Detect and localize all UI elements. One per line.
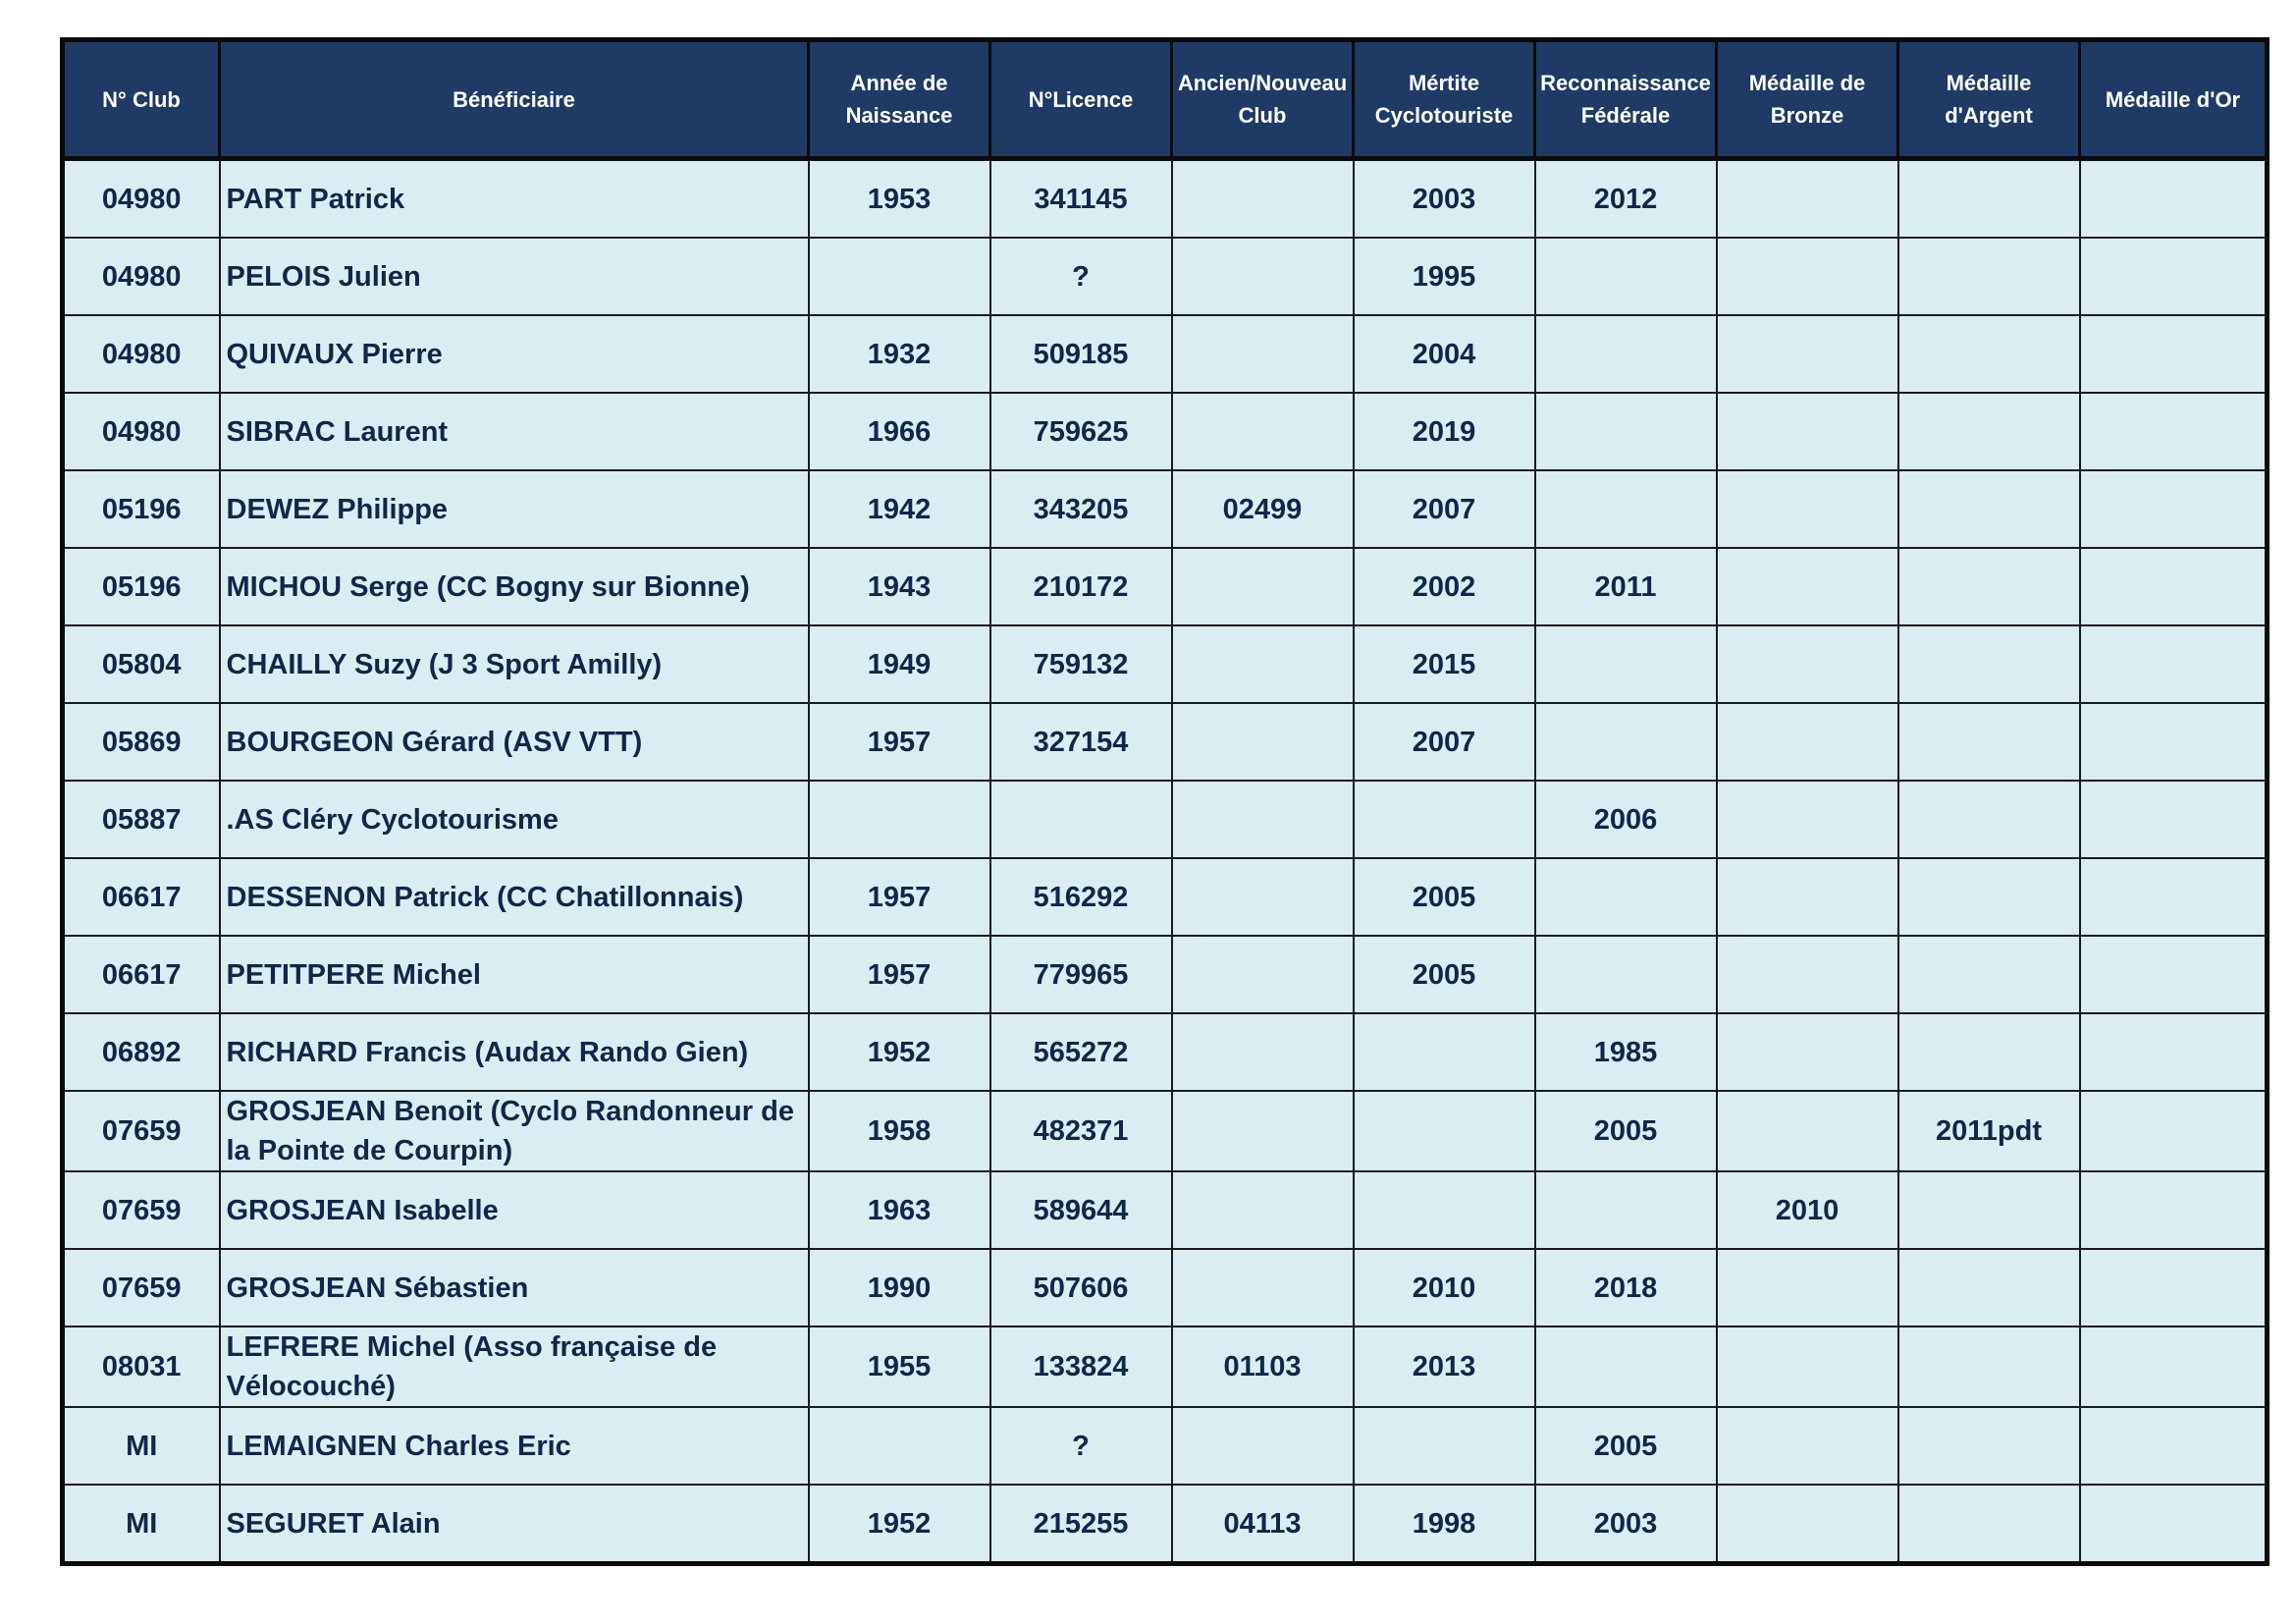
header-beneficiary: Bénéficiaire — [220, 40, 809, 159]
table-row — [63, 625, 2268, 703]
bronze-medal-cell — [1717, 703, 1898, 781]
federal-recognition-cell: 2011 — [1535, 548, 1717, 625]
federal-recognition-cell: 1985 — [1535, 1013, 1717, 1091]
birth-year-cell: 1952 — [809, 1013, 990, 1091]
licence-cell: 516292 — [990, 858, 1172, 936]
cyclotourist-merit-cell: 1998 — [1354, 1485, 1535, 1564]
bronze-medal-cell — [1717, 470, 1898, 548]
gold-medal-cell — [2080, 1013, 2268, 1091]
silver-medal-cell — [1898, 1485, 2080, 1564]
birth-year-cell — [809, 781, 990, 858]
table-row — [63, 1249, 2268, 1326]
club-number-cell: 07659 — [63, 1249, 220, 1326]
bronze-medal-cell — [1717, 1485, 1898, 1564]
table-row — [63, 1013, 2268, 1091]
federal-recognition-cell: 2005 — [1535, 1407, 1717, 1485]
club-number-cell: 04980 — [63, 238, 220, 315]
table-row — [63, 1091, 2268, 1171]
club-number-cell: 06617 — [63, 858, 220, 936]
old-new-club-cell — [1172, 858, 1354, 936]
cyclotourist-merit-cell — [1354, 1091, 1535, 1171]
licence-cell: 779965 — [990, 936, 1172, 1013]
beneficiary-cell: CHAILLY Suzy (J 3 Sport Amilly) — [220, 625, 809, 703]
club-number-cell: 05887 — [63, 781, 220, 858]
bronze-medal-cell — [1717, 1249, 1898, 1326]
cyclotourist-merit-cell: 2019 — [1354, 393, 1535, 470]
licence-cell: 589644 — [990, 1171, 1172, 1249]
old-new-club-cell — [1172, 393, 1354, 470]
cyclotourist-merit-cell: 2007 — [1354, 703, 1535, 781]
silver-medal-cell: 2011pdt — [1898, 1091, 2080, 1171]
birth-year-cell: 1957 — [809, 858, 990, 936]
licence-cell: 509185 — [990, 315, 1172, 393]
bronze-medal-cell — [1717, 781, 1898, 858]
beneficiary-cell: GROSJEAN Benoit (Cyclo Randonneur de la Pointe de Courpin) — [220, 1091, 809, 1171]
table-row — [63, 1485, 2268, 1564]
birth-year-cell: 1953 — [809, 159, 990, 239]
gold-medal-cell — [2080, 703, 2268, 781]
beneficiary-cell: GROSJEAN Sébastien — [220, 1249, 809, 1326]
gold-medal-cell — [2080, 1485, 2268, 1564]
licence-cell: 215255 — [990, 1485, 1172, 1564]
beneficiary-cell: BOURGEON Gérard (ASV VTT) — [220, 703, 809, 781]
birth-year-cell — [809, 238, 990, 315]
gold-medal-cell — [2080, 858, 2268, 936]
club-number-cell: 05804 — [63, 625, 220, 703]
bronze-medal-cell — [1717, 159, 1898, 239]
birth-year-cell: 1963 — [809, 1171, 990, 1249]
header-federal-recognition: Reconnaissance Fédérale — [1535, 40, 1717, 159]
silver-medal-cell — [1898, 781, 2080, 858]
beneficiary-cell: MICHOU Serge (CC Bogny sur Bionne) — [220, 548, 809, 625]
old-new-club-cell: 02499 — [1172, 470, 1354, 548]
old-new-club-cell: 04113 — [1172, 1485, 1354, 1564]
cyclotourist-merit-cell: 1995 — [1354, 238, 1535, 315]
bronze-medal-cell — [1717, 1407, 1898, 1485]
old-new-club-cell — [1172, 238, 1354, 315]
old-new-club-cell — [1172, 703, 1354, 781]
old-new-club-cell — [1172, 1013, 1354, 1091]
gold-medal-cell — [2080, 1326, 2268, 1407]
beneficiary-table — [60, 37, 2269, 1566]
beneficiary-cell: GROSJEAN Isabelle — [220, 1171, 809, 1249]
silver-medal-cell — [1898, 393, 2080, 470]
cyclotourist-merit-cell — [1354, 1171, 1535, 1249]
beneficiary-cell: LEMAIGNEN Charles Eric — [220, 1407, 809, 1485]
licence-cell: ? — [990, 1407, 1172, 1485]
beneficiary-cell: PELOIS Julien — [220, 238, 809, 315]
federal-recognition-cell: 2006 — [1535, 781, 1717, 858]
gold-medal-cell — [2080, 315, 2268, 393]
licence-cell: 759625 — [990, 393, 1172, 470]
silver-medal-cell — [1898, 1326, 2080, 1407]
table-body — [63, 159, 2268, 1564]
header-licence: N°Licence — [990, 40, 1172, 159]
table-row — [63, 548, 2268, 625]
birth-year-cell — [809, 1407, 990, 1485]
table-row — [63, 238, 2268, 315]
birth-year-cell: 1990 — [809, 1249, 990, 1326]
club-number-cell: 05869 — [63, 703, 220, 781]
bronze-medal-cell — [1717, 1091, 1898, 1171]
old-new-club-cell: 01103 — [1172, 1326, 1354, 1407]
birth-year-cell: 1943 — [809, 548, 990, 625]
bronze-medal-cell — [1717, 858, 1898, 936]
club-number-cell: 07659 — [63, 1091, 220, 1171]
silver-medal-cell — [1898, 548, 2080, 625]
bronze-medal-cell: 2010 — [1717, 1171, 1898, 1249]
club-number-cell: 05196 — [63, 548, 220, 625]
spreadsheet-page — [60, 37, 2265, 1566]
silver-medal-cell — [1898, 1013, 2080, 1091]
federal-recognition-cell — [1535, 703, 1717, 781]
cyclotourist-merit-cell: 2010 — [1354, 1249, 1535, 1326]
header-cyclotourist-merit: Mértite Cyclotouriste — [1354, 40, 1535, 159]
table-row — [63, 936, 2268, 1013]
bronze-medal-cell — [1717, 315, 1898, 393]
table-row — [63, 703, 2268, 781]
gold-medal-cell — [2080, 393, 2268, 470]
old-new-club-cell — [1172, 1249, 1354, 1326]
club-number-cell: 06617 — [63, 936, 220, 1013]
licence-cell: 210172 — [990, 548, 1172, 625]
table-row — [63, 470, 2268, 548]
silver-medal-cell — [1898, 858, 2080, 936]
bronze-medal-cell — [1717, 238, 1898, 315]
silver-medal-cell — [1898, 703, 2080, 781]
cyclotourist-merit-cell: 2005 — [1354, 936, 1535, 1013]
old-new-club-cell — [1172, 548, 1354, 625]
table-row — [63, 1326, 2268, 1407]
bronze-medal-cell — [1717, 548, 1898, 625]
beneficiary-cell: DESSENON Patrick (CC Chatillonnais) — [220, 858, 809, 936]
licence-cell: ? — [990, 238, 1172, 315]
club-number-cell: MI — [63, 1485, 220, 1564]
silver-medal-cell — [1898, 1171, 2080, 1249]
birth-year-cell: 1958 — [809, 1091, 990, 1171]
club-number-cell: 07659 — [63, 1171, 220, 1249]
silver-medal-cell — [1898, 238, 2080, 315]
table-row — [63, 159, 2268, 239]
federal-recognition-cell — [1535, 315, 1717, 393]
birth-year-cell: 1957 — [809, 703, 990, 781]
beneficiary-cell: RICHARD Francis (Audax Rando Gien) — [220, 1013, 809, 1091]
licence-cell: 482371 — [990, 1091, 1172, 1171]
licence-cell: 759132 — [990, 625, 1172, 703]
licence-cell: 133824 — [990, 1326, 1172, 1407]
silver-medal-cell — [1898, 159, 2080, 239]
licence-cell — [990, 781, 1172, 858]
old-new-club-cell — [1172, 1171, 1354, 1249]
header-gold-medal: Médaille d'Or — [2080, 40, 2268, 159]
table-row — [63, 393, 2268, 470]
club-number-cell: 04980 — [63, 159, 220, 239]
old-new-club-cell — [1172, 1091, 1354, 1171]
bronze-medal-cell — [1717, 1326, 1898, 1407]
federal-recognition-cell — [1535, 1171, 1717, 1249]
silver-medal-cell — [1898, 470, 2080, 548]
old-new-club-cell — [1172, 1407, 1354, 1485]
federal-recognition-cell — [1535, 470, 1717, 548]
beneficiary-cell: .AS Cléry Cyclotourisme — [220, 781, 809, 858]
federal-recognition-cell — [1535, 858, 1717, 936]
gold-medal-cell — [2080, 238, 2268, 315]
birth-year-cell: 1955 — [809, 1326, 990, 1407]
federal-recognition-cell — [1535, 238, 1717, 315]
gold-medal-cell — [2080, 1171, 2268, 1249]
bronze-medal-cell — [1717, 393, 1898, 470]
gold-medal-cell — [2080, 625, 2268, 703]
cyclotourist-merit-cell: 2002 — [1354, 548, 1535, 625]
header-old-new-club: Ancien/Nouveau Club — [1172, 40, 1354, 159]
old-new-club-cell — [1172, 625, 1354, 703]
federal-recognition-cell — [1535, 625, 1717, 703]
cyclotourist-merit-cell: 2003 — [1354, 159, 1535, 239]
cyclotourist-merit-cell: 2013 — [1354, 1326, 1535, 1407]
licence-cell: 507606 — [990, 1249, 1172, 1326]
beneficiary-cell: PETITPERE Michel — [220, 936, 809, 1013]
beneficiary-cell: PART Patrick — [220, 159, 809, 239]
old-new-club-cell — [1172, 781, 1354, 858]
silver-medal-cell — [1898, 1249, 2080, 1326]
cyclotourist-merit-cell — [1354, 1407, 1535, 1485]
beneficiary-cell: SEGURET Alain — [220, 1485, 809, 1564]
licence-cell: 327154 — [990, 703, 1172, 781]
old-new-club-cell — [1172, 936, 1354, 1013]
gold-medal-cell — [2080, 1249, 2268, 1326]
birth-year-cell: 1957 — [809, 936, 990, 1013]
federal-recognition-cell — [1535, 393, 1717, 470]
federal-recognition-cell: 2018 — [1535, 1249, 1717, 1326]
birth-year-cell: 1952 — [809, 1485, 990, 1564]
bronze-medal-cell — [1717, 625, 1898, 703]
table-row — [63, 315, 2268, 393]
table-row — [63, 1407, 2268, 1485]
silver-medal-cell — [1898, 625, 2080, 703]
club-number-cell: 04980 — [63, 315, 220, 393]
cyclotourist-merit-cell — [1354, 781, 1535, 858]
silver-medal-cell — [1898, 936, 2080, 1013]
club-number-cell: 08031 — [63, 1326, 220, 1407]
cyclotourist-merit-cell: 2005 — [1354, 858, 1535, 936]
header-birth-year: Année de Naissance — [809, 40, 990, 159]
old-new-club-cell — [1172, 159, 1354, 239]
beneficiary-cell: SIBRAC Laurent — [220, 393, 809, 470]
club-number-cell: 04980 — [63, 393, 220, 470]
federal-recognition-cell: 2005 — [1535, 1091, 1717, 1171]
cyclotourist-merit-cell: 2004 — [1354, 315, 1535, 393]
beneficiary-cell: QUIVAUX Pierre — [220, 315, 809, 393]
federal-recognition-cell — [1535, 936, 1717, 1013]
header-club-number: N° Club — [63, 40, 220, 159]
birth-year-cell: 1942 — [809, 470, 990, 548]
table-row — [63, 781, 2268, 858]
header-silver-medal: Médaille d'Argent — [1898, 40, 2080, 159]
gold-medal-cell — [2080, 1407, 2268, 1485]
licence-cell: 341145 — [990, 159, 1172, 239]
birth-year-cell: 1932 — [809, 315, 990, 393]
bronze-medal-cell — [1717, 1013, 1898, 1091]
gold-medal-cell — [2080, 470, 2268, 548]
gold-medal-cell — [2080, 781, 2268, 858]
silver-medal-cell — [1898, 1407, 2080, 1485]
cyclotourist-merit-cell: 2007 — [1354, 470, 1535, 548]
federal-recognition-cell — [1535, 1326, 1717, 1407]
gold-medal-cell — [2080, 159, 2268, 239]
club-number-cell: 06892 — [63, 1013, 220, 1091]
table-row — [63, 858, 2268, 936]
federal-recognition-cell: 2003 — [1535, 1485, 1717, 1564]
club-number-cell: 05196 — [63, 470, 220, 548]
licence-cell: 565272 — [990, 1013, 1172, 1091]
table-row — [63, 1171, 2268, 1249]
cyclotourist-merit-cell — [1354, 1013, 1535, 1091]
old-new-club-cell — [1172, 315, 1354, 393]
federal-recognition-cell: 2012 — [1535, 159, 1717, 239]
gold-medal-cell — [2080, 936, 2268, 1013]
birth-year-cell: 1966 — [809, 393, 990, 470]
licence-cell: 343205 — [990, 470, 1172, 548]
beneficiary-cell: DEWEZ Philippe — [220, 470, 809, 548]
cyclotourist-merit-cell: 2015 — [1354, 625, 1535, 703]
club-number-cell: MI — [63, 1407, 220, 1485]
header-row — [63, 40, 2268, 159]
birth-year-cell: 1949 — [809, 625, 990, 703]
bronze-medal-cell — [1717, 936, 1898, 1013]
silver-medal-cell — [1898, 315, 2080, 393]
beneficiary-cell: LEFRERE Michel (Asso française de Vélocouché) — [220, 1326, 809, 1407]
header-bronze-medal: Médaille de Bronze — [1717, 40, 1898, 159]
gold-medal-cell — [2080, 548, 2268, 625]
gold-medal-cell — [2080, 1091, 2268, 1171]
